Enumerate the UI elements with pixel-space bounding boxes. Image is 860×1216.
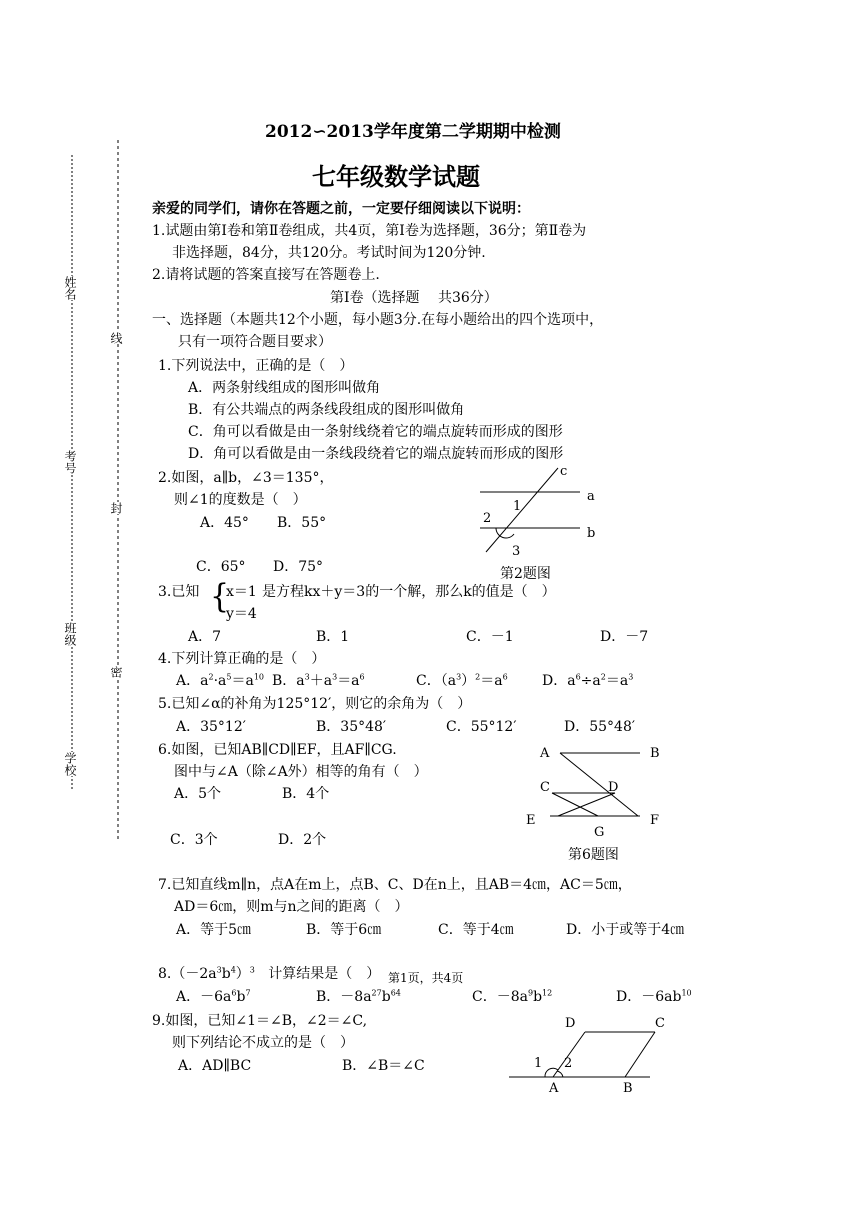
q8-option-c: C．$-8a^9b^{12}$ <box>472 988 553 1005</box>
q7-option-b: B．等于6㎝ <box>306 922 382 938</box>
q5-stem: 5.已知∠α的补角为125°12′，则它的余角为（ ） <box>158 696 472 712</box>
q6-figure <box>520 738 670 843</box>
q7-option-c: C．等于4㎝ <box>438 922 514 938</box>
q6-stem-cont: 图中与∠A（除∠A外）相等的角有（ ） <box>174 764 428 780</box>
label-angle-2: 2 <box>564 1056 573 1071</box>
line-cg <box>552 793 598 816</box>
margin-label-exam-no: 考号 <box>63 450 77 474</box>
q1-option-a: A．两条射线组成的图形叫做角 <box>188 380 381 396</box>
label-D: D <box>608 780 619 795</box>
q6-option-a: A．5个 <box>174 786 222 802</box>
margin-label-name: 姓名 <box>63 276 77 300</box>
line-cb <box>625 1032 655 1077</box>
line-ed <box>558 793 615 816</box>
angle-2-arc <box>557 1071 563 1077</box>
q8-option-d: D．$-6ab^{10}$ <box>616 988 692 1005</box>
q4-option-b: B．$a^3+a^3=a^6$ <box>272 672 365 689</box>
q2-stem-cont: 则∠1的度数是（ ） <box>174 492 307 508</box>
label-A: A <box>549 1081 559 1096</box>
q6-stem: 6.如图，已知AB∥CD∥EF，且AF∥CG. <box>158 742 397 758</box>
q7-stem-cont: AD＝6㎝，则m与n之间的距离（ ） <box>174 899 409 915</box>
label-C: C <box>540 780 550 795</box>
q2-option-c: C．65° <box>196 559 246 575</box>
q6-option-c: C．3个 <box>170 832 218 848</box>
q6-figure-caption: 第6题图 <box>568 847 619 863</box>
seal-label-mi: 密 <box>109 666 123 678</box>
section-instruction-cont: 只有一项符合题目要求） <box>178 334 332 350</box>
q2-figure-caption: 第2题图 <box>500 566 551 582</box>
section-instruction: 一、选择题（本题共12个小题，每小题3分.在每小题给出的四个选项中， <box>152 312 604 328</box>
q7-stem: 7.已知直线m∥n，点A在m上，点B、C、D在n上，且AB＝4㎝，AC＝5㎝， <box>158 877 632 893</box>
line-c <box>486 468 558 552</box>
exam-subtitle: 七年级数学试题 <box>312 162 480 191</box>
binding-margin <box>0 0 140 860</box>
q3-equation-1: x＝1 <box>226 584 257 600</box>
label-C: C <box>655 1016 665 1031</box>
label-a: a <box>587 489 595 504</box>
q2-stem: 2.如图，a∥b，∠3＝135°， <box>158 470 334 486</box>
label-B: B <box>650 746 660 761</box>
q4-option-a: A．$a^2\cdot a^5=a^{10}$ <box>176 672 264 689</box>
q8-stem: $8.(-2a^3b^4)^3$ 计算结果是（ ） <box>158 965 381 982</box>
q9-option-a: A．AD∥BC <box>178 1058 252 1074</box>
q3-option-a: A．7 <box>188 629 222 645</box>
seal-label-line: 线 <box>109 332 123 344</box>
page-footer: 第1页，共4页 <box>388 971 464 985</box>
q2-option-a: A．45° <box>200 515 249 531</box>
seal-label-feng: 封 <box>109 502 123 514</box>
q3-equation-2: y＝4 <box>226 606 257 622</box>
margin-label-school: 学校 <box>63 752 77 776</box>
q8-option-b: B．$-8a^{27}b^{64}$ <box>316 988 401 1005</box>
label-c: c <box>560 464 568 479</box>
q3-option-d: D．－7 <box>600 629 649 645</box>
label-angle-2: 2 <box>483 511 492 526</box>
margin-label-class: 班级 <box>63 622 77 646</box>
instruction-item-1-cont: 非选择题，84分，共120分。考试时间为120分钟. <box>172 245 486 261</box>
q2-option-d: D．75° <box>273 559 324 575</box>
q2-option-b: B．55° <box>277 515 327 531</box>
label-angle-1: 1 <box>513 499 522 514</box>
q3-option-c: C．－1 <box>466 629 514 645</box>
label-B: B <box>623 1081 633 1096</box>
line-af <box>560 753 638 816</box>
q6-option-b: B．4个 <box>282 786 330 802</box>
q2-figure <box>470 460 620 560</box>
q5-option-b: B．35°48′ <box>316 719 387 735</box>
label-b: b <box>587 526 596 541</box>
section-heading: 第Ⅰ卷（选择题 共36分） <box>330 290 498 306</box>
label-D: D <box>565 1016 576 1031</box>
q5-option-c: C．55°12′ <box>446 719 517 735</box>
q3-stem-suffix: 是方程kx＋y＝3的一个解，那么k的值是（ ） <box>262 584 556 600</box>
q1-option-b: B．有公共端点的两条线段组成的图形叫做角 <box>188 402 465 418</box>
label-F: F <box>650 813 660 828</box>
q9-stem: 9.如图，已知∠1＝∠B，∠2＝∠C, <box>152 1013 368 1029</box>
q4-option-c: C．$(a^3)^2=a^6$ <box>416 672 508 689</box>
q6-option-d: D．2个 <box>278 832 327 848</box>
instruction-item-2: 2.请将试题的答案直接写在答题卷上. <box>152 267 380 283</box>
exam-title: 2012∽2013学年度第二学期期中检测 <box>265 122 561 142</box>
q1-stem: 1.下列说法中，正确的是（ ） <box>158 358 354 374</box>
q9-stem-cont: 则下列结论不成立的是（ ） <box>172 1035 354 1051</box>
q1-option-d: D．角可以看做是由一条线段绕着它的端点旋转而形成的图形 <box>188 446 564 462</box>
q7-option-a: A．等于5㎝ <box>176 922 252 938</box>
q3-stem-prefix: 3.已知 <box>158 584 200 600</box>
q4-option-d: D．$a^6\div a^2=a^3$ <box>542 672 634 689</box>
q1-option-c: C．角可以看做是由一条射线绕着它的端点旋转而形成的图形 <box>188 424 563 440</box>
instructions-greeting: 亲爱的同学们，请你在答题之前，一定要仔细阅读以下说明： <box>152 201 530 217</box>
label-G: G <box>594 825 605 840</box>
q8-option-a: A．$-6a^6b^7$ <box>176 988 251 1005</box>
q9-option-b: B．∠B＝∠C <box>342 1058 425 1074</box>
q4-stem: 4.下列计算正确的是（ ） <box>158 651 326 667</box>
q7-option-d: D．小于或等于4㎝ <box>566 922 685 938</box>
q9-figure <box>505 1010 680 1100</box>
label-E: E <box>526 813 536 828</box>
label-angle-1: 1 <box>534 1056 543 1071</box>
instruction-item-1: 1.试题由第Ⅰ卷和第Ⅱ卷组成，共4页，第Ⅰ卷为选择题，36分；第Ⅱ卷为 <box>152 223 587 239</box>
q5-option-a: A．35°12′ <box>176 719 246 735</box>
q5-option-d: D．55°48′ <box>564 719 636 735</box>
brace-icon: { <box>210 577 230 616</box>
q3-option-b: B．1 <box>316 629 350 645</box>
label-angle-3: 3 <box>512 544 521 559</box>
label-A: A <box>540 746 550 761</box>
